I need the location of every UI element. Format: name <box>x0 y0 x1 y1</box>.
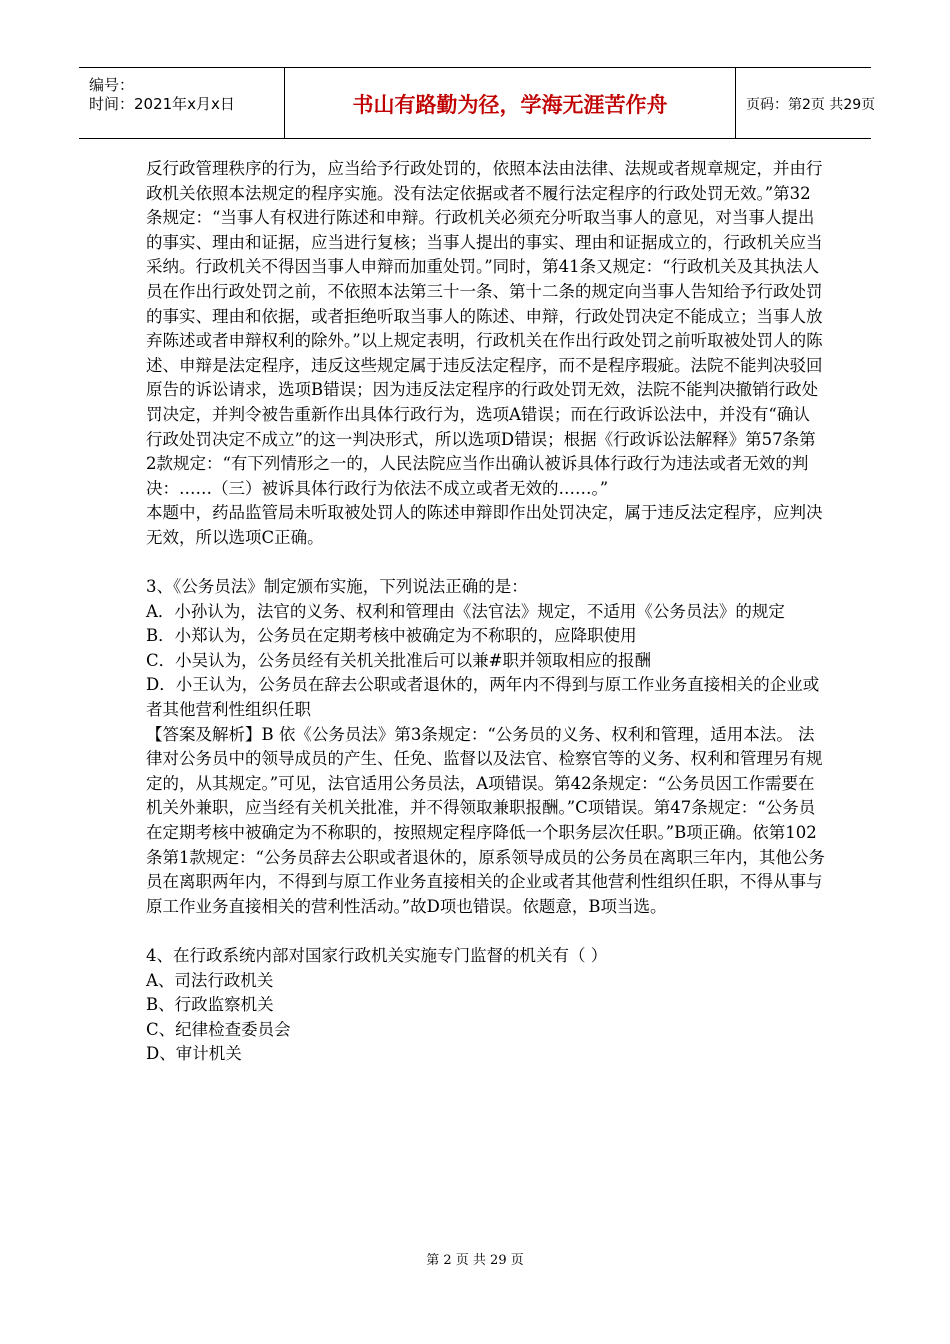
header-middle-cell <box>284 68 736 138</box>
question-4-option-d: D、审计机关 <box>146 1044 242 1064</box>
question-4-stem: 4、在行政系统内部对国家行政机关实施专门监督的机关有（ ） <box>146 946 608 965</box>
question-4-option-c: C、纪律检查委员会 <box>146 1019 291 1039</box>
header-page-number: 页码：第2页 共29页 <box>746 97 876 113</box>
header-left-cell <box>79 68 284 138</box>
question-4-option-b: B、行政监察机关 <box>146 995 274 1015</box>
page-header <box>79 67 876 139</box>
question-3-option-d: D．小王认为，公务员在辞去公职或者退休的，两年内不得到与原工作业务直接相关的企业或者其他营利性组织任职 <box>146 675 820 720</box>
code-label: 编号： <box>89 76 135 94</box>
question-3-answer: 【答案及解析】B 依《公务员法》第3条规定：“公务员的义务、权利和管理，适用本法。 法律对公务员中的领导成员的产生、任免、监督以及法官、检察官等的义务、权利和管理另有规定的，从其规定。”可见，法官适用公务员法，A项错误。第42条规定：“公务员因工作需要在机关外兼职，应当经有关机关批准，并不得领取兼职报酬。”C项错误。第47条规定：“公务员在定期考核中被确定为不称职的，按照规定程序降低一个职务层次任职。”B项正确。依第102条第1款规定：“公务员辞去公职或者退休的，原系领导成员的公务员在离职三年内，其他公务员在离职两年内，不得到与原工作业务直接相关的企业或者其他营利性组织任职，不得从事与原工作业务直接相关的营利性活动。”故D项也错误。依题意，B项当选。 <box>146 724 825 916</box>
header-motto: 书山有路勤为径，学海无涯苦作舟 <box>352 93 668 117</box>
question-3-stem: 3、《公务员法》制定颁布实施，下列说法正确的是： <box>146 577 528 597</box>
document-body <box>146 157 826 1067</box>
explanation-paragraph: 反行政管理秩序的行为，应当给予行政处罚的，依照本法由法律、法规或者规章规定，并由行政机关依照本法规定的程序实施。没有法定依据或者不履行法定程序的行政处罚无效。”第32条规定：“当事人有权进行陈述和申辩。行政机关必须充分听取当事人的意见，对当事人提出的事实、理由和证据，应当进行复核；当事人提出的事实、理由和证据成立的，行政机关应当采纳。行政机关不得因当事人申辩而加重处罚。”同时，第41条又规定：“行政机关及其执法人员在作出行政处罚之前，不依照本法第三十一条、第十二条的规定向当事人告知给予行政处罚的事实、理由和依据，或者拒绝听取当事人的陈述、申辩，行政处罚决定不能成立；当事人放弃陈述或者申辩权利的除外。”以上规定表明，行政机关在作出行政处罚之前听取被处罚人的陈述、申辩是法定程序，违反这些规定属于违反法定程序，而不是程序瑕疵。法院不能判决驳回原告的诉讼请求，选项B错误；因为违反法定程序的行政处罚无效，法院不能判决撤销行政处罚决定，并判令被告重新作出具体行政行为，选项A错误；而在行政诉讼法中，并没有“确认行政处罚决定不成立”的这一判决形式，所以选项D错误；根据《行政诉讼法解释》第57条第2款规定：“有下列情形之一的，人民法院应当作出确认被诉具体行政行为违法或者无效的判决：……（三）被诉具体行政行为依法不成立或者无效的……。” <box>146 159 823 498</box>
header-right-cell <box>736 68 876 138</box>
question-4-option-a: A、司法行政机关 <box>146 970 274 990</box>
page-footer: 第 2 页 共 29 页 <box>426 1253 524 1268</box>
question-3-option-c: C．小吴认为，公务员经有关机关批准后可以兼#职并领取相应的报酬 <box>146 650 651 670</box>
conclusion-paragraph: 本题中，药品监管局未听取被处罚人的陈述申辩即作出处罚决定，属于违反法定程序，应判决无效，所以选项C正确。 <box>146 503 823 547</box>
question-3-option-a: A．小孙认为，法官的义务、权利和管理由《法官法》规定，不适用《公务员法》的规定 <box>146 601 785 621</box>
time-label: 时间：2021年x月x日 <box>89 95 235 113</box>
question-3-option-b: B．小郑认为，公务员在定期考核中被确定为不称职的，应降职使用 <box>146 626 637 646</box>
